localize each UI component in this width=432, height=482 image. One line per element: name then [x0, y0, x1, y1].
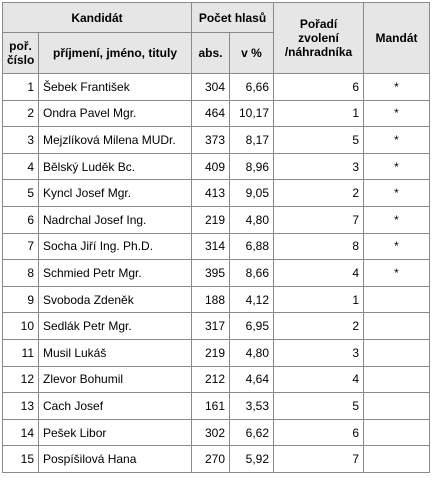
- cell-name: Musil Lukáš: [39, 339, 192, 366]
- cell-por-cislo: 8: [3, 260, 39, 287]
- cell-abs: 304: [192, 74, 230, 101]
- cell-mandat: [364, 419, 430, 446]
- cell-name: Schmied Petr Mgr.: [39, 260, 192, 287]
- cell-por-cislo: 4: [3, 153, 39, 180]
- cell-poradi: 2: [274, 313, 364, 340]
- cell-pct: 8,17: [230, 127, 274, 154]
- cell-mandat: [364, 286, 430, 313]
- table-row: [3, 206, 430, 233]
- cell-mandat: *: [364, 74, 430, 101]
- table-row: [3, 233, 430, 260]
- cell-poradi: 2: [274, 180, 364, 207]
- cell-mandat: [364, 393, 430, 420]
- cell-pct: 4,80: [230, 339, 274, 366]
- cell-poradi: 3: [274, 153, 364, 180]
- cell-name: Nadrchal Josef Ing.: [39, 206, 192, 233]
- cell-por-cislo: 7: [3, 233, 39, 260]
- table-row: [3, 313, 430, 340]
- cell-por-cislo: 15: [3, 446, 39, 473]
- cell-abs: 270: [192, 446, 230, 473]
- cell-name: Cach Josef: [39, 393, 192, 420]
- cell-pct: 8,96: [230, 153, 274, 180]
- table-row: [3, 419, 430, 446]
- header-row-group: [3, 3, 430, 33]
- results-body: [3, 74, 430, 473]
- cell-pct: 6,66: [230, 74, 274, 101]
- table-row: [3, 74, 430, 101]
- cell-por-cislo: 5: [3, 180, 39, 207]
- cell-name: Kyncl Josef Mgr.: [39, 180, 192, 207]
- cell-poradi: 3: [274, 339, 364, 366]
- header-abs: abs.: [192, 33, 230, 74]
- cell-pct: 6,95: [230, 313, 274, 340]
- cell-name: Bělský Luděk Bc.: [39, 153, 192, 180]
- cell-por-cislo: 13: [3, 393, 39, 420]
- cell-pct: 9,05: [230, 180, 274, 207]
- cell-mandat: *: [364, 180, 430, 207]
- cell-por-cislo: 12: [3, 366, 39, 393]
- cell-mandat: [364, 339, 430, 366]
- table-row: [3, 339, 430, 366]
- cell-por-cislo: 9: [3, 286, 39, 313]
- cell-abs: 373: [192, 127, 230, 154]
- table-row: [3, 180, 430, 207]
- cell-poradi: 8: [274, 233, 364, 260]
- table-row: [3, 260, 430, 287]
- cell-por-cislo: 1: [3, 74, 39, 101]
- cell-name: Pospíšilová Hana: [39, 446, 192, 473]
- cell-abs: 212: [192, 366, 230, 393]
- table-row: [3, 286, 430, 313]
- cell-name: Zlevor Bohumil: [39, 366, 192, 393]
- cell-por-cislo: 2: [3, 100, 39, 127]
- cell-abs: 219: [192, 206, 230, 233]
- cell-name: Socha Jiří Ing. Ph.D.: [39, 233, 192, 260]
- header-mandat: Mandát: [364, 3, 430, 74]
- cell-mandat: *: [364, 206, 430, 233]
- table-row: [3, 100, 430, 127]
- cell-mandat: *: [364, 233, 430, 260]
- header-poradi: Pořadí zvolení /náhradníka: [274, 3, 364, 74]
- cell-abs: 413: [192, 180, 230, 207]
- cell-name: Sedlák Petr Mgr.: [39, 313, 192, 340]
- cell-poradi: 7: [274, 206, 364, 233]
- cell-mandat: *: [364, 260, 430, 287]
- table-row: [3, 127, 430, 154]
- header-kandidat: Kandidát: [3, 3, 192, 33]
- cell-pct: 4,12: [230, 286, 274, 313]
- cell-name: Pešek Libor: [39, 419, 192, 446]
- header-por-cislo: poř. číslo: [3, 33, 39, 74]
- header-pocet-hlasu: Počet hlasů: [192, 3, 274, 33]
- cell-abs: 395: [192, 260, 230, 287]
- cell-abs: 409: [192, 153, 230, 180]
- cell-abs: 219: [192, 339, 230, 366]
- cell-por-cislo: 14: [3, 419, 39, 446]
- cell-pct: 3,53: [230, 393, 274, 420]
- cell-poradi: 6: [274, 419, 364, 446]
- cell-mandat: *: [364, 153, 430, 180]
- cell-abs: 161: [192, 393, 230, 420]
- cell-poradi: 6: [274, 74, 364, 101]
- cell-name: Svoboda Zdeněk: [39, 286, 192, 313]
- cell-abs: 314: [192, 233, 230, 260]
- cell-abs: 464: [192, 100, 230, 127]
- cell-poradi: 1: [274, 100, 364, 127]
- cell-pct: 8,66: [230, 260, 274, 287]
- table-row: [3, 393, 430, 420]
- cell-poradi: 5: [274, 127, 364, 154]
- cell-abs: 302: [192, 419, 230, 446]
- cell-por-cislo: 11: [3, 339, 39, 366]
- candidate-results-table: [2, 2, 430, 473]
- cell-pct: 5,92: [230, 446, 274, 473]
- header-jmeno: příjmení, jméno, tituly: [39, 33, 192, 74]
- cell-pct: 4,64: [230, 366, 274, 393]
- table-row: [3, 153, 430, 180]
- cell-abs: 317: [192, 313, 230, 340]
- cell-pct: 10,17: [230, 100, 274, 127]
- cell-name: Ondra Pavel Mgr.: [39, 100, 192, 127]
- cell-mandat: [364, 446, 430, 473]
- cell-mandat: *: [364, 100, 430, 127]
- cell-poradi: 5: [274, 393, 364, 420]
- cell-por-cislo: 6: [3, 206, 39, 233]
- cell-mandat: *: [364, 127, 430, 154]
- cell-mandat: [364, 313, 430, 340]
- cell-por-cislo: 10: [3, 313, 39, 340]
- cell-pct: 4,80: [230, 206, 274, 233]
- header-pct: v %: [230, 33, 274, 74]
- cell-name: Šebek František: [39, 74, 192, 101]
- cell-pct: 6,62: [230, 419, 274, 446]
- cell-poradi: 4: [274, 366, 364, 393]
- table-row: [3, 446, 430, 473]
- table-row: [3, 366, 430, 393]
- cell-mandat: [364, 366, 430, 393]
- cell-name: Mejzlíková Milena MUDr.: [39, 127, 192, 154]
- cell-poradi: 1: [274, 286, 364, 313]
- cell-pct: 6,88: [230, 233, 274, 260]
- cell-poradi: 7: [274, 446, 364, 473]
- cell-poradi: 4: [274, 260, 364, 287]
- cell-por-cislo: 3: [3, 127, 39, 154]
- cell-abs: 188: [192, 286, 230, 313]
